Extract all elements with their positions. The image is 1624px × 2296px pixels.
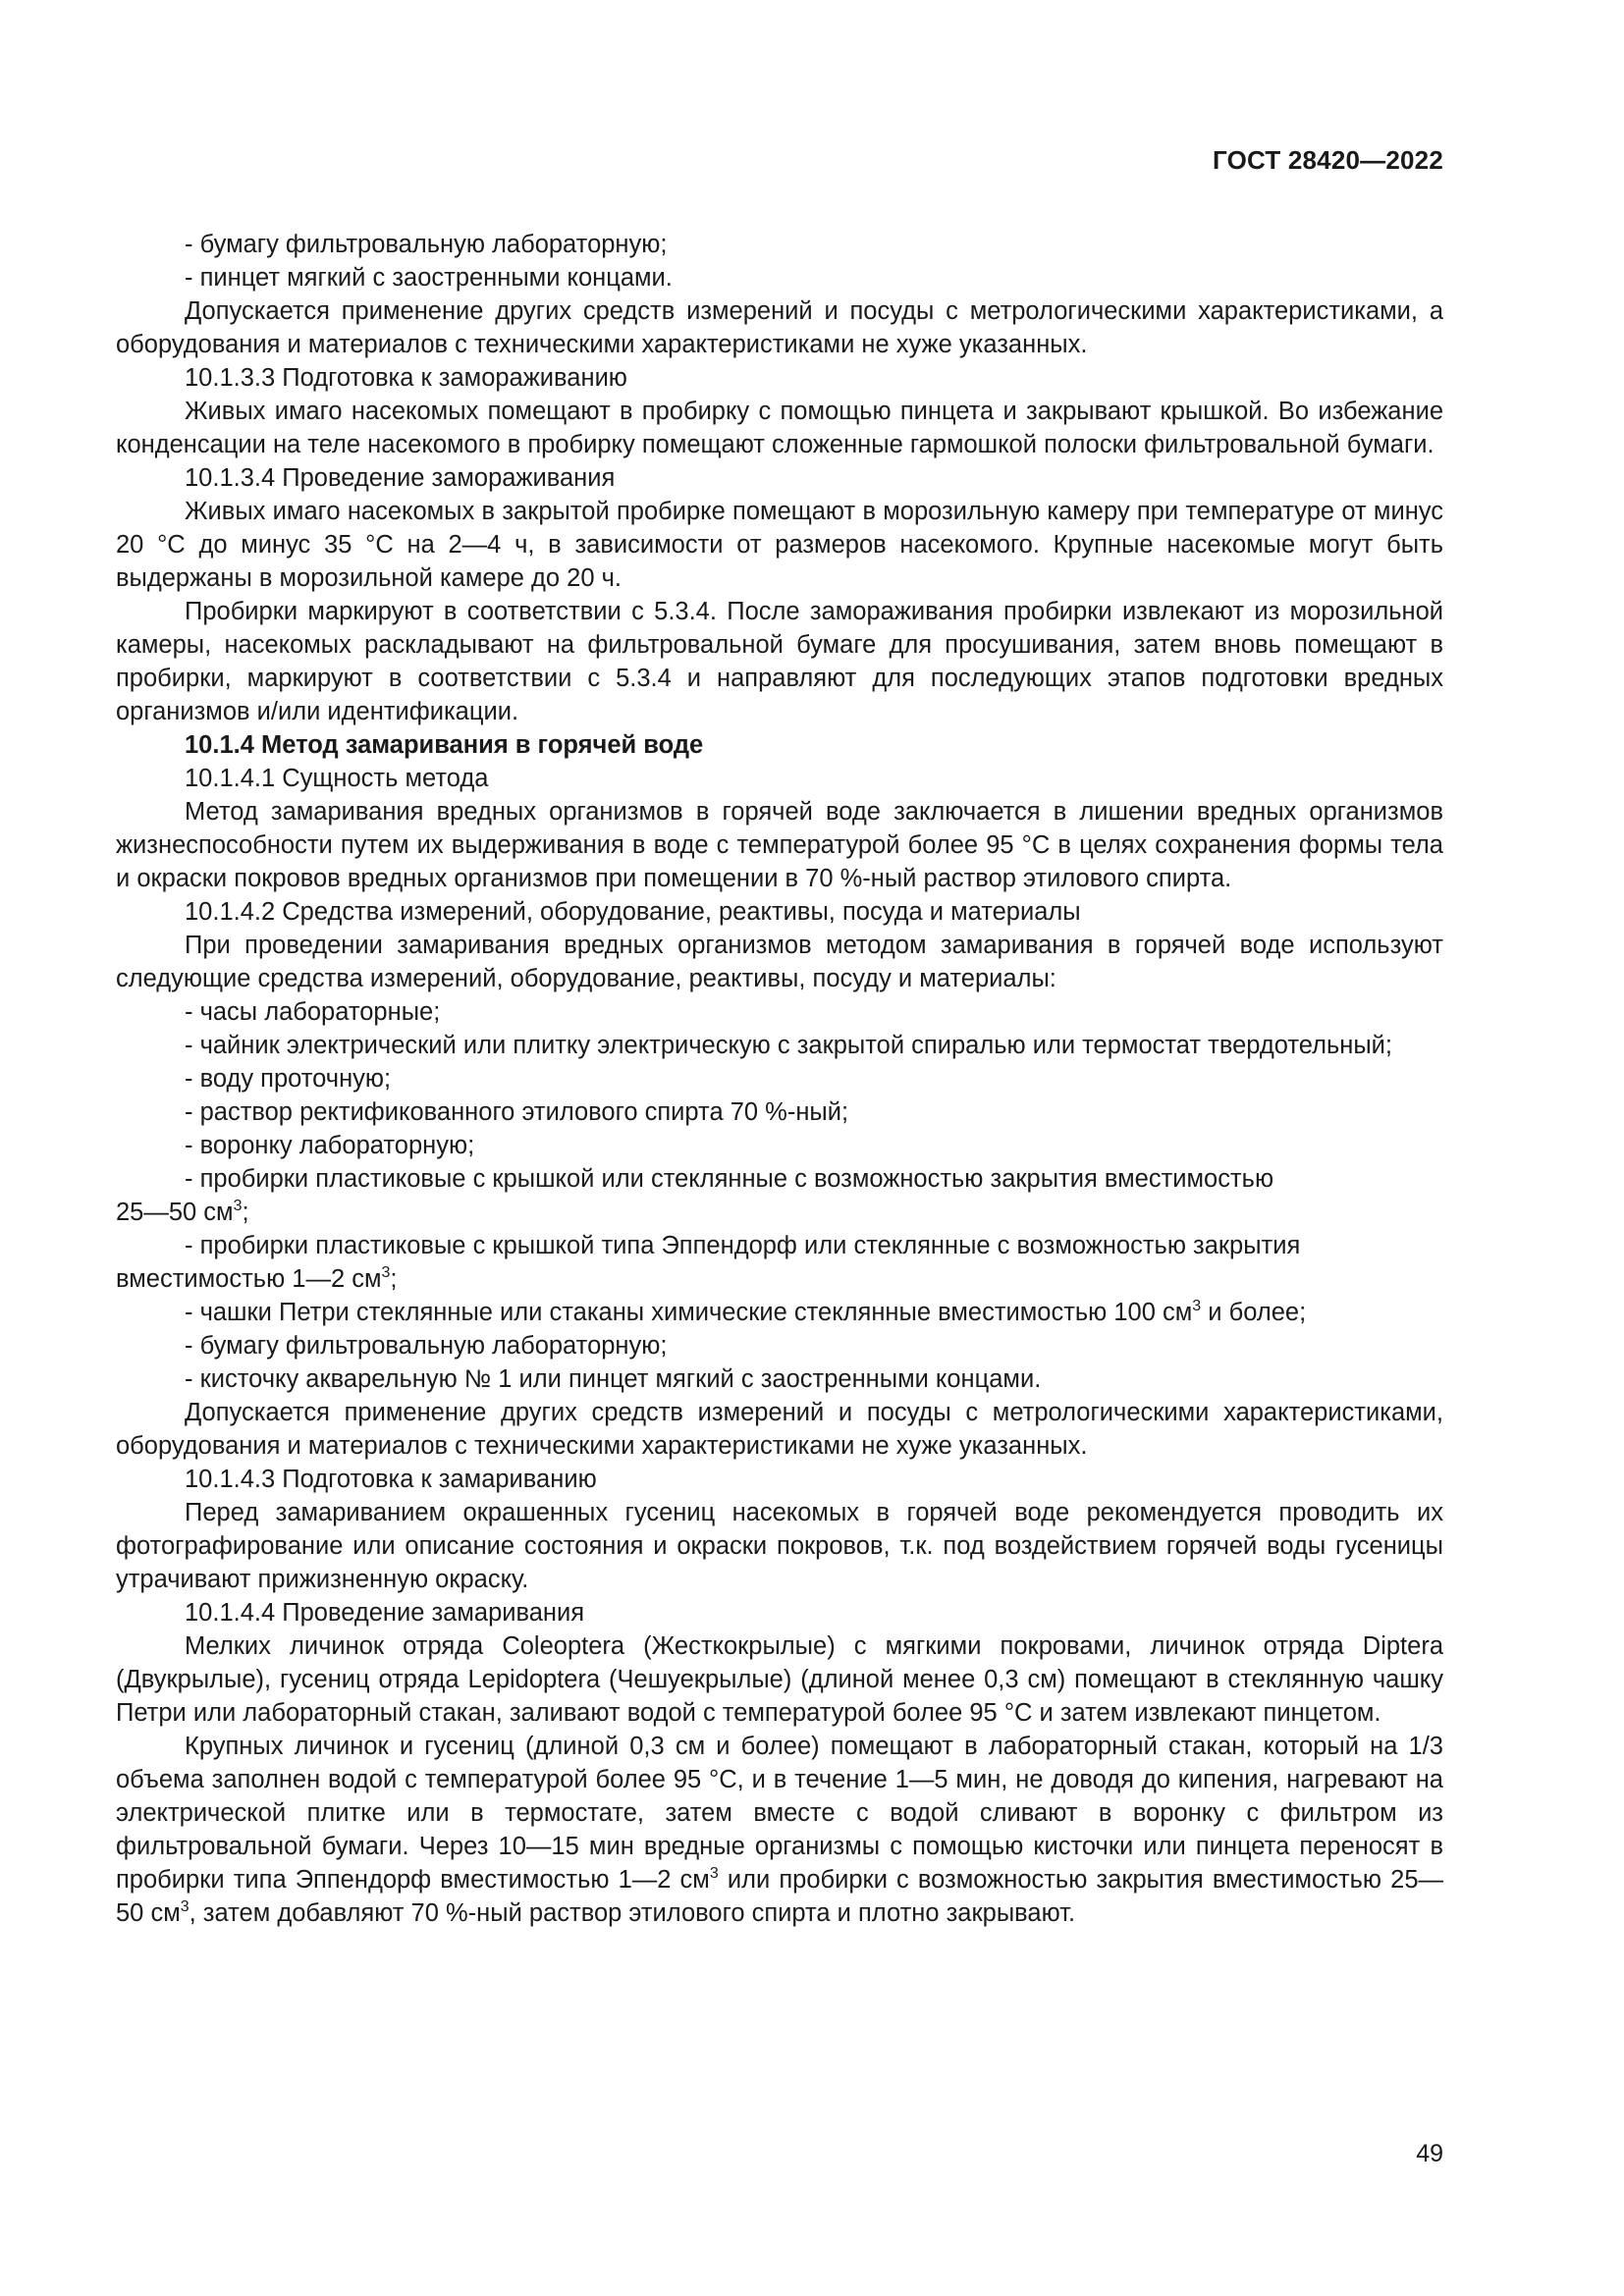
list-item: - раствор ректификованного этилового спирта 70 %-ный; [185, 1098, 849, 1126]
superscript: 3 [1192, 1298, 1202, 1314]
document-body [116, 228, 1443, 1930]
list-item: - воду проточную; [185, 1065, 392, 1093]
section-heading: 10.1.3.3 Подготовка к замораживанию [185, 364, 627, 392]
paragraph: Живых имаго насекомых помещают в пробирку с помощью пинцета и закрывают крышкой. Во избежание конденсации на теле насекомого в пробирку помещают сложенные гармошкой полоски фильтровальной бумаги. [116, 398, 1443, 458]
section-heading: 10.1.4.4 Проведение замаривания [185, 1599, 585, 1627]
paragraph: Допускается применение других средств измерений и посуды с метрологическими характеристиками, а оборудования и материалов с техническими характеристиками не хуже указанных. [116, 297, 1443, 358]
list-item: - чайник электрический или плитку электрическую с закрытой спиралью или термостат твердотельный; [185, 1032, 1393, 1059]
section-heading: 10.1.4.1 Сущность метода [185, 765, 489, 792]
list-item: - часы лабораторные; [185, 998, 441, 1026]
section-heading: 10.1.3.4 Проведение замораживания [185, 464, 616, 492]
superscript: 3 [233, 1198, 243, 1214]
list-item: - пробирки пластиковые с крышкой или стеклянные с возможностью закрытия вместимостью [185, 1165, 1274, 1193]
page-number: 49 [1416, 2140, 1443, 2167]
list-item: - бумагу фильтровальную лабораторную; [185, 231, 668, 258]
list-item: - бумагу фильтровальную лабораторную; [185, 1332, 668, 1360]
paragraph: Крупных личинок и гусениц (длиной 0,3 см и более) помещают в лабораторный стакан, который на 1/3 объема заполнен водой с температурой более 95 °С, и в течение 1—5 мин, не доводя до кипения, нагревают на электрической плитке или в термостате, затем вместе с водой сливают в воронку с фильтром из фильтровальной бумаги. Через 10—15 мин вредные организмы с помощью кисточки или пинцета переносят в пробирки типа Эппендорф вместимостью 1—2 $см^3$ или пробирки с возможностью закрытия вместимостью 25—50 $см^3$, затем добавляют 70 %-ный раствор этилового спирта и плотно закрывают. [116, 1733, 1443, 1927]
paragraph: Допускается применение других средств измерений и посуды с метрологическими характеристиками, оборудования и материалов с техническими характеристиками не хуже указанных. [116, 1399, 1443, 1460]
list-item: - чашки Петри стеклянные или стаканы химические стеклянные вместимостью 100 $см^3$ и более; [185, 1298, 1307, 1326]
paragraph: При проведении замаривания вредных организмов методом замаривания в горячей воде используют следующие средства измерений, оборудование, реактивы, посуду и материалы: [116, 932, 1443, 992]
superscript: 3 [381, 1264, 391, 1281]
list-item: - пинцет мягкий с заостренными концами. [185, 264, 673, 292]
superscript: 3 [709, 1865, 719, 1882]
list-item: - воронку лабораторную; [185, 1132, 475, 1159]
paragraph: Пробирки маркируют в соответствии с 5.3.4. После замораживания пробирки извлекают из морозильной камеры, насекомых раскладывают на фильтровальной бумаге для просушивания, затем вновь помещают в пробирки, маркируют в соответствии с 5.3.4 и направляют для последующих этапов подготовки вредных организмов и/или идентификации. [116, 598, 1443, 725]
document-header: ГОСТ 28420—2022 [1213, 145, 1443, 175]
list-item-continuation: 25—50 $см^3$; [116, 1198, 249, 1226]
list-item-continuation: вместимостью 1—2 $см^3$; [116, 1264, 398, 1293]
list-item: - пробирки пластиковые с крышкой типа Эппендорф или стеклянные с возможностью закрытия [185, 1232, 1301, 1259]
section-heading-bold: 10.1.4 Метод замаривания в горячей воде [185, 731, 704, 759]
superscript: 3 [180, 1898, 189, 1915]
paragraph: Перед замариванием окрашенных гусениц насекомых в горячей воде рекомендуется проводить их фотографирование или описание состояния и окраски покровов, т.к. под воздействием горячей воды гусеницы утрачивают прижизненную окраску. [116, 1499, 1443, 1593]
section-heading: 10.1.4.3 Подготовка к замариванию [185, 1466, 597, 1493]
section-heading: 10.1.4.2 Средства измерений, оборудование, реактивы, посуда и материалы [185, 898, 1081, 926]
list-item: - кисточку акварельную № 1 или пинцет мягкий с заостренными концами. [185, 1365, 1042, 1393]
paragraph: Метод замаривания вредных организмов в горячей воде заключается в лишении вредных организмов жизнеспособности путем их выдерживания в воде с температурой более 95 °С в целях сохранения формы тела и окраски покровов вредных организмов при помещении в 70 %-ный раствор этилового спирта. [116, 798, 1443, 892]
paragraph: Живых имаго насекомых в закрытой пробирке помещают в морозильную камеру при температуре от минус 20 °С до минус 35 °С на 2—4 ч, в зависимости от размеров насекомого. Крупные насекомые могут быть выдержаны в морозильной камере до 20 ч. [116, 498, 1443, 592]
paragraph: Мелких личинок отряда Coleoptera (Жесткокрылые) с мягкими покровами, личинок отряда Diptera (Двукрылые), гусениц отряда Lepidoptera (Чешуекрылые) (длиной менее 0,3 см) помещают в стеклянную чашку Петри или лабораторный стакан, заливают водой с температурой более 95 °С и затем извлекают пинцетом. [116, 1632, 1443, 1727]
